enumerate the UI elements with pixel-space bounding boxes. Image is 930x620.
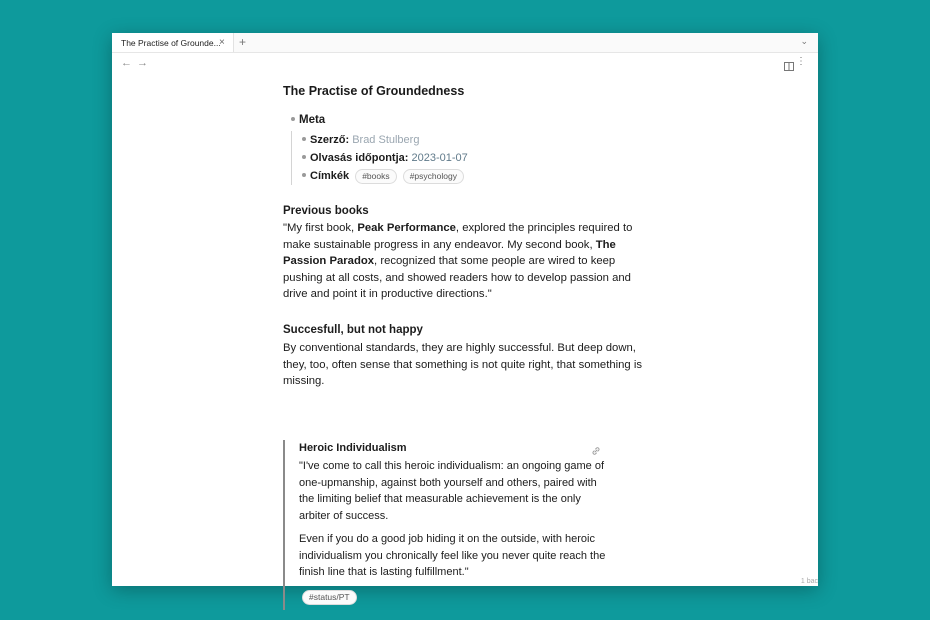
callout-heroic-individualism bbox=[283, 440, 607, 610]
bullet-icon bbox=[302, 173, 306, 177]
tab-title: The Practise of Grounde... bbox=[121, 37, 221, 48]
book-title-passion-paradox: The Passion Paradox bbox=[283, 238, 616, 267]
section-heading-previous-books: Previous books bbox=[283, 205, 369, 217]
book-title-peak-performance: Peak Performance bbox=[357, 222, 456, 234]
chevron-down-icon[interactable]: ⌄ bbox=[800, 36, 808, 46]
tab-bar bbox=[112, 33, 818, 53]
meta-heading bbox=[291, 114, 325, 126]
back-arrow-icon[interactable]: ← bbox=[121, 57, 132, 69]
meta-list bbox=[291, 131, 468, 185]
read-date-key: Olvasás időpontja: bbox=[310, 152, 409, 164]
more-options-icon[interactable]: ⋮ bbox=[796, 56, 806, 67]
tag-books[interactable]: #books bbox=[355, 169, 396, 184]
read-date-link[interactable]: 2023-01-07 bbox=[411, 152, 468, 164]
app-window bbox=[112, 33, 818, 602]
tag-status-pt[interactable]: #status/PT bbox=[302, 590, 357, 605]
callout-title: Heroic Individualism bbox=[299, 442, 407, 454]
author-link[interactable]: Brad Stulberg bbox=[352, 134, 420, 146]
paragraph-text: "My first book, bbox=[283, 222, 358, 234]
status-bar-text: 1 bac bbox=[800, 578, 818, 585]
meta-tags-row bbox=[302, 167, 468, 185]
tag-psychology[interactable]: #psychology bbox=[403, 169, 464, 184]
meta-heading-label: Meta bbox=[299, 114, 326, 126]
navigation-bar bbox=[112, 53, 818, 75]
meta-read-date-row bbox=[302, 149, 468, 167]
page-title: The Practise of Groundedness bbox=[283, 84, 465, 98]
tags-key: Címkék bbox=[310, 170, 350, 182]
paragraph-text: , recognized that some people are wired to keep pushing at all costs, and showed readers how to develop passion and drive and point it in productive directions." bbox=[283, 255, 631, 300]
callout-paragraph-1: "I've come to call this heroic individualism: an ongoing game of one-upmanship, against both yourself and others, paired with the limiting belief that measurable achievement is the only arbiter of success. bbox=[299, 460, 604, 522]
paragraph-succesfull: By conventional standards, they are highly successful. But deep down, they, too, often sense that something is not quite right, that something is missing. bbox=[283, 342, 642, 387]
paragraph-previous-books bbox=[283, 220, 655, 303]
forward-arrow-icon[interactable]: → bbox=[137, 57, 148, 69]
reading-view-icon[interactable] bbox=[784, 58, 794, 76]
section-heading-succesfull: Succesfull, but not happy bbox=[283, 324, 423, 336]
tab-close-icon[interactable]: × bbox=[219, 37, 225, 48]
bullet-icon bbox=[302, 137, 306, 141]
bullet-icon bbox=[291, 117, 295, 121]
tab-active-note[interactable] bbox=[112, 33, 234, 52]
new-tab-icon[interactable]: + bbox=[239, 35, 247, 49]
callout-paragraph-2: Even if you do a good job hiding it on the outside, with heroic individualism you chronically feel like you never quite reach the finish line that is lasting fulfillment." bbox=[299, 533, 606, 578]
paragraph-text: , explored the principles required to make sustainable progress in any endeavor. My second book, bbox=[283, 222, 633, 251]
meta-author-row bbox=[302, 131, 468, 149]
bullet-icon bbox=[302, 155, 306, 159]
author-key: Szerző: bbox=[310, 134, 350, 146]
